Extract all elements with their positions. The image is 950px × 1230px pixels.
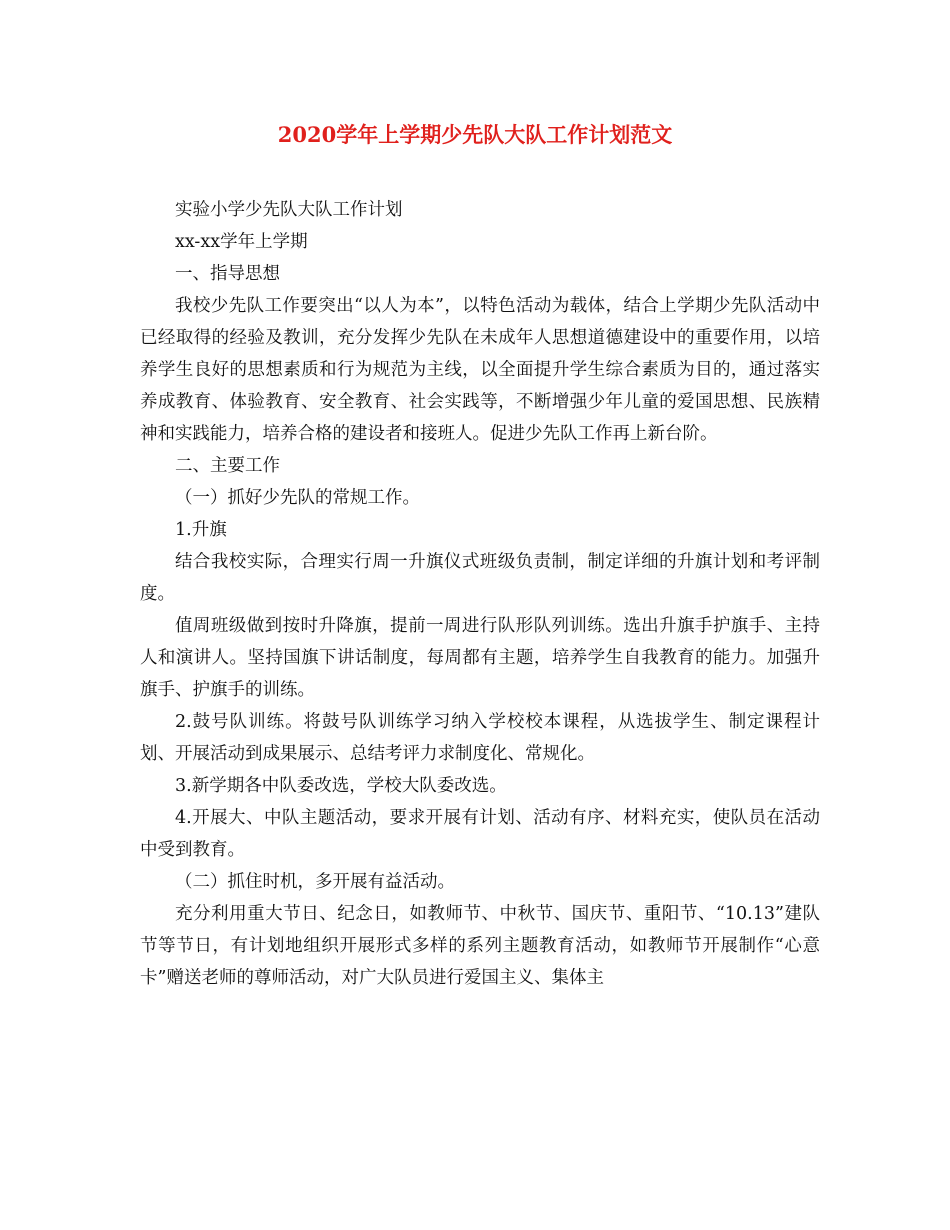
paragraph-committee-election: 3.新学期各中队委改选，学校大队委改选。 xyxy=(175,776,507,796)
paragraph-flag-raising-system: 结合我校实际，合理实行周一升旗仪式班级负责制，制定详细的升旗计划和考评制度。 xyxy=(140,552,820,604)
subsection-heading-routine-work: （一）抓好少先队的常规工作。 xyxy=(175,488,420,508)
paragraph-semester: xx-xx学年上学期 xyxy=(175,232,308,252)
paragraph-school-plan-heading: 实验小学少先队大队工作计划 xyxy=(175,200,403,220)
paragraph-festival-activities: 充分利用重大节日、纪念日，如教师节、中秋节、国庆节、重阳节、“10.13”建队节等节日，有计划地组织开展形式多样的系列主题教育活动，如教师节开展制作“心意卡”赠送老师的尊师活动，对广大队员进行爱国主义、集体主 xyxy=(140,904,820,988)
paragraph-drum-team: 2.鼓号队训练。将鼓号队训练学习纳入学校校本课程，从选拔学生、制定课程计划、开展活动到成果展示、总结考评力求制度化、常规化。 xyxy=(140,712,820,764)
paragraph-duty-class: 值周班级做到按时升降旗，提前一周进行队形队列训练。选出升旗手护旗手、主持人和演讲人。坚持国旗下讲话制度，每周都有主题，培养学生自我教育的能力。加强升旗手、护旗手的训练。 xyxy=(140,616,820,700)
document-body xyxy=(140,194,820,994)
document-title: 2020学年上学期少先队大队工作计划范文 xyxy=(277,122,673,147)
paragraph-guiding-ideology: 我校少先队工作要突出“以人为本”，以特色活动为载体，结合上学期少先队活动中已经取得的经验及教训，充分发挥少先队在未成年人思想道德建设中的重要作用，以培养学生良好的思想素质和行为规范为主线，以全面提升学生综合素质为目的，通过落实养成教育、体验教育、安全教育、社会实践等，不断增强少年儿童的爱国思想、民族精神和实践能力，培养合格的建设者和接班人。促进少先队工作再上新台阶。 xyxy=(140,296,820,444)
subsection-heading-beneficial-activities: （二）抓住时机，多开展有益活动。 xyxy=(175,872,455,892)
section-heading-guiding-ideology: 一、指导思想 xyxy=(175,264,280,284)
section-heading-main-work: 二、主要工作 xyxy=(175,456,280,476)
paragraph-theme-activities: 4.开展大、中队主题活动，要求开展有计划、活动有序、材料充实，使队员在活动中受到教育。 xyxy=(140,808,820,860)
item-heading-flag-raising: 1.升旗 xyxy=(175,520,227,540)
